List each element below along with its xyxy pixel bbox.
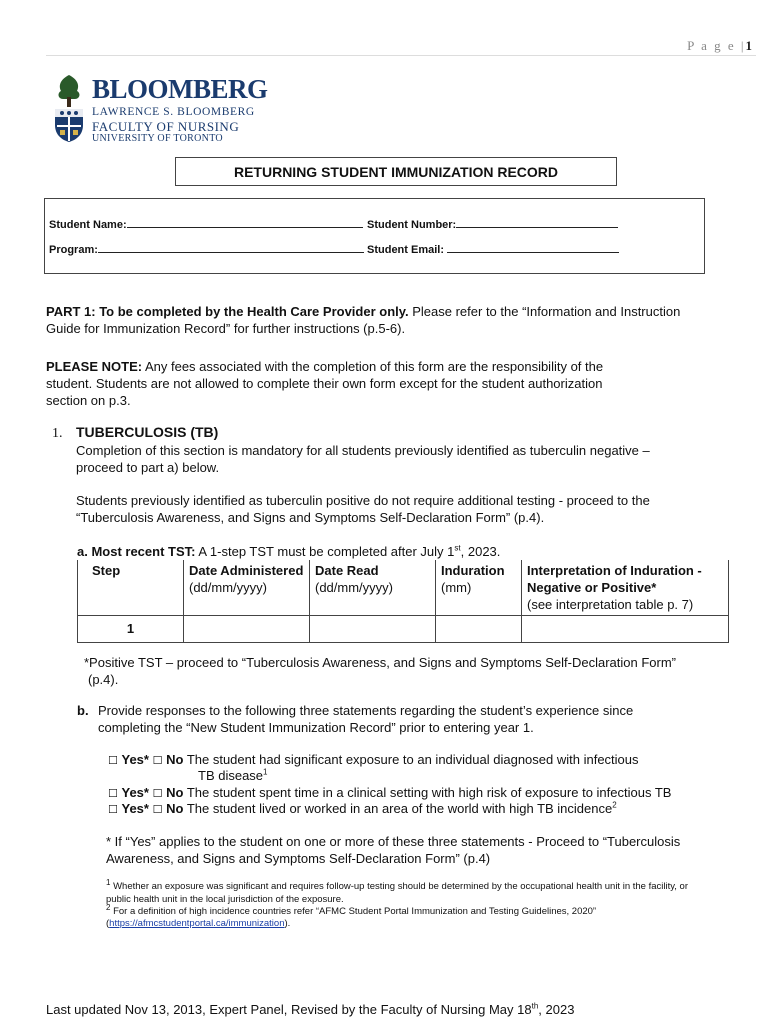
afmc-link[interactable]: https://afmcstudentportal.ca/immunization (109, 918, 285, 929)
student-number-label: Student Number: (367, 219, 457, 231)
logo-line-3: UNIVERSITY OF TORONTO (92, 133, 223, 144)
induration-cell[interactable] (436, 616, 522, 643)
if-yes-line-2: Awareness, and Signs and Symptoms Self-Declaration Form” (p.4) (106, 851, 491, 866)
university-crest-icon (52, 73, 86, 143)
yes-checkbox[interactable]: ☐ (108, 754, 118, 767)
yes-checkbox[interactable]: ☐ (108, 787, 118, 800)
part1-instruction-line-1: PART 1: To be completed by the Health Care Provider only. Please refer to the “Information and Instruction (46, 304, 681, 319)
student-number-field (367, 216, 618, 231)
part-b-label: b. (77, 703, 89, 718)
positive-note-line-2: (p.4). (88, 672, 119, 687)
logo-line-1: LAWRENCE S. BLOOMBERG (92, 106, 255, 118)
if-yes-line-1: * If “Yes” applies to the student on one or more of these three statements - Proceed to “Tuberculosis (106, 834, 681, 849)
student-name-input[interactable] (127, 216, 363, 228)
footnote-1-continued: public health unit in the local jurisdiction of the exposure. (106, 894, 344, 905)
tb-section-number: 1. (52, 426, 63, 441)
tst-subheading: a. Most recent TST: A 1-step TST must be completed after July 1st, 2023. (77, 543, 501, 559)
statement-2: ☐ Yes* ☐ No The student spent time in a clinical setting with high risk of exposure to infectious TB (108, 785, 672, 800)
col-date-administered: Date Administered (dd/mm/yyyy) (184, 560, 310, 616)
logo-line-2: FACULTY OF NURSING (92, 119, 240, 134)
col-step: Step (78, 560, 184, 616)
no-checkbox[interactable]: ☐ (152, 754, 163, 767)
form-title: RETURNING STUDENT IMMUNIZATION RECORD (175, 157, 617, 186)
page-number: P a g e |1 (687, 38, 752, 53)
tb-para2-line-1: Students previously identified as tuberculin positive do not require additional testing - proceed to the (76, 493, 650, 508)
program-label: Program: (49, 244, 98, 256)
student-name-field (49, 216, 363, 231)
logo-wordmark: BLOOMBERG (92, 74, 268, 104)
note-line-3: section on p.3. (46, 393, 131, 408)
date-read-cell[interactable] (310, 616, 436, 643)
part-b-line-2: completing the “New Student Immunization Record” prior to entering year 1. (98, 720, 534, 735)
program-field (49, 241, 364, 256)
student-email-field (367, 241, 619, 256)
footnote-2-link-line: (https://afmcstudentportal.ca/immunization). (106, 918, 291, 929)
header-divider (46, 55, 756, 56)
positive-note-line-1: *Positive TST – proceed to “Tuberculosis Awareness, and Signs and Symptoms Self-Declaration Form” (84, 655, 677, 670)
tst-table (77, 560, 729, 643)
bloomberg-logo (52, 73, 268, 147)
footer-revision-note: Last updated Nov 13, 2013, Expert Panel, Revised by the Faculty of Nursing May 18th, 2023 (46, 1001, 575, 1017)
statement-3: ☐ Yes* ☐ No The student lived or worked in an area of the world with high TB incidence$^2$ (108, 800, 617, 816)
date-administered-cell[interactable] (184, 616, 310, 643)
statement-1: ☐ Yes* ☐ No The student had significant exposure to an individual diagnosed with infectious (108, 752, 639, 767)
student-info-box (44, 198, 705, 274)
program-input[interactable] (98, 241, 364, 253)
note-line-1: PLEASE NOTE: Any fees associated with the completion of this form are the responsibility of the (46, 359, 604, 374)
tb-section-heading: TUBERCULOSIS (TB) (76, 424, 219, 440)
no-checkbox[interactable]: ☐ (152, 803, 163, 816)
student-email-input[interactable] (447, 241, 619, 253)
statement-1-continued: TB disease$^1$ (198, 767, 268, 783)
tb-para1-line-1: Completion of this section is mandatory for all students previously identified as tuberculin negative – (76, 443, 650, 458)
footnote-1: $^1$ Whether an exposure was significant and requires follow-up testing should be determined by the occupational health unit in the facility, or (106, 877, 689, 892)
note-line-2: student. Students are not allowed to complete their own form except for the student authorization (46, 376, 603, 391)
footnote-2: $^2$ For a definition of high incidence countries refer “AFMC Student Portal Immunization and Testing Guidelines, 2020” (106, 902, 597, 917)
col-induration: Induration (mm) (436, 560, 522, 616)
table-row (78, 616, 729, 643)
step-cell: 1 (78, 616, 184, 643)
part-b-line-1: Provide responses to the following three statements regarding the student’s experience since (98, 703, 634, 718)
tb-para2-line-2: “Tuberculosis Awareness, and Signs and Symptoms Self-Declaration Form” (p.4). (76, 510, 545, 525)
no-checkbox[interactable]: ☐ (152, 787, 163, 800)
col-date-read: Date Read (dd/mm/yyyy) (310, 560, 436, 616)
student-email-label: Student Email: (367, 244, 445, 256)
tb-para1-line-2: proceed to part a) below. (76, 460, 220, 475)
part1-instruction-line-2: Guide for Immunization Record” for further instructions (p.5-6). (46, 321, 406, 336)
interpretation-cell[interactable] (522, 616, 729, 643)
yes-checkbox[interactable]: ☐ (108, 803, 118, 816)
tst-table-header (78, 560, 729, 616)
col-interpretation: Interpretation of Induration - Negative or Positive* (see interpretation table p. 7) (522, 560, 729, 616)
student-name-label: Student Name: (49, 219, 127, 231)
student-number-input[interactable] (456, 216, 618, 228)
